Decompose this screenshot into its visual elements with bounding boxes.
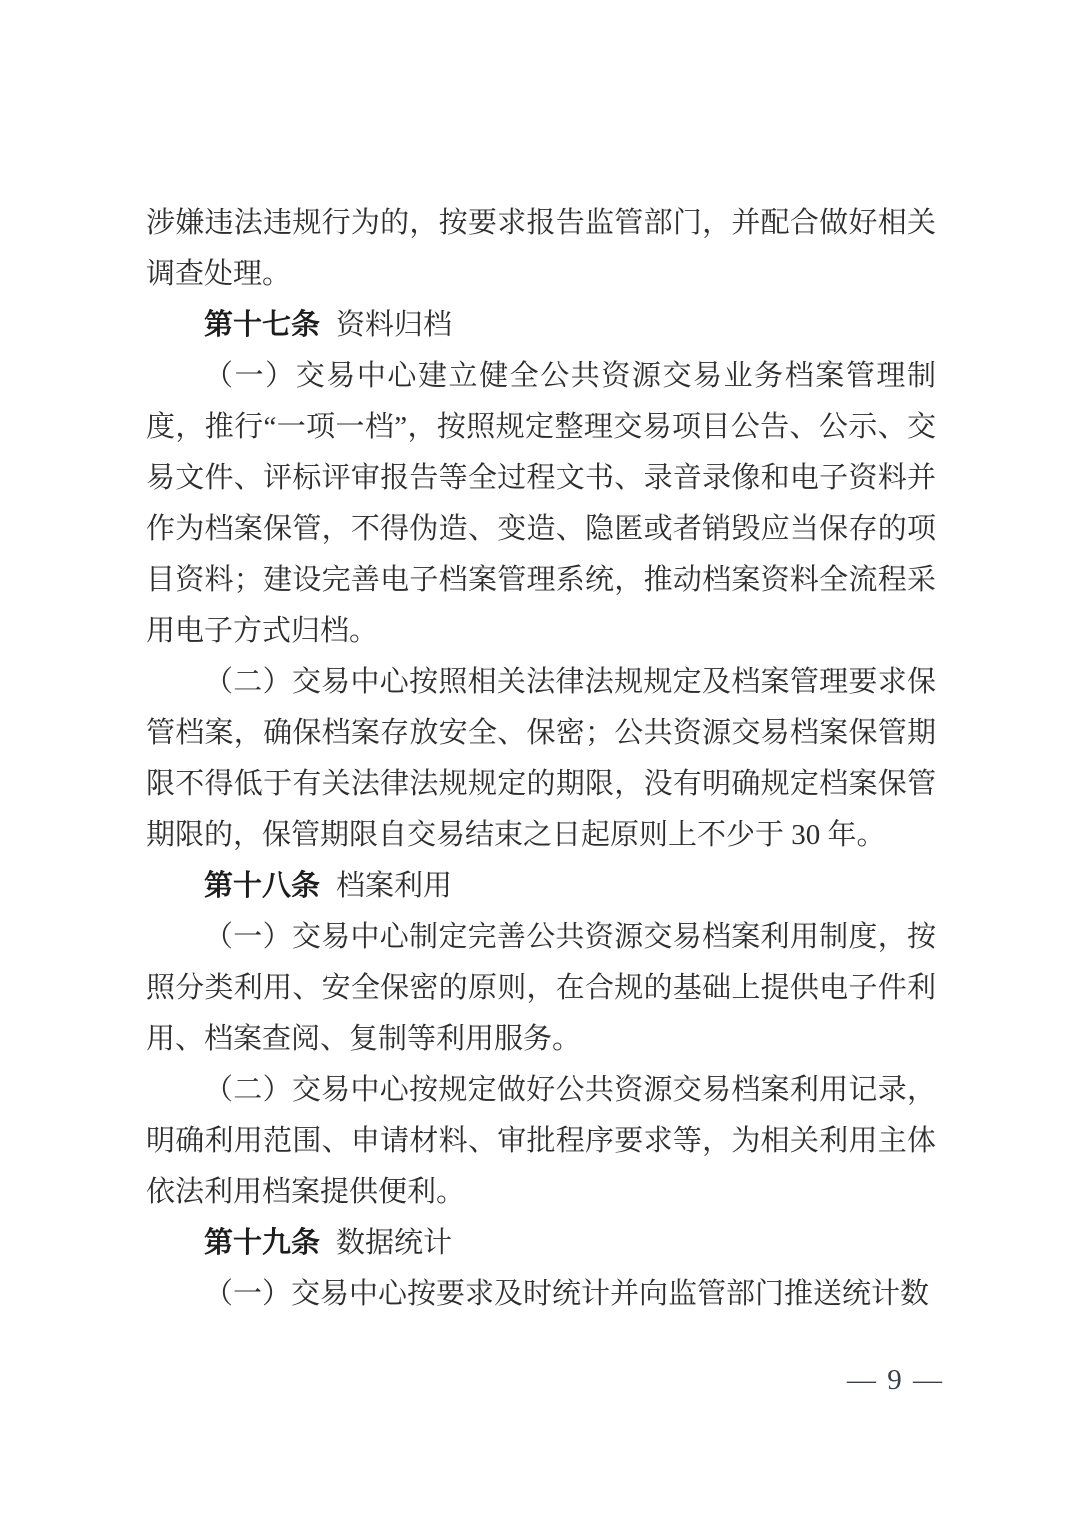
article-18-title: 档案利用 — [335, 870, 452, 902]
page-number: — 9 — — [847, 1364, 944, 1396]
article-18-item-1: （一）交易中心制定完善公共资源交易档案利用制度，按照分类利用、安全保密的原则，在合规的基础上提供电子件利用、档案查阅、复制等利用服务。 — [146, 921, 936, 1055]
article-19-number: 第十九条 — [204, 1227, 321, 1259]
article-17-item-2: （二）交易中心按照相关法律法规规定及档案管理要求保管档案，确保档案存放安全、保密；公共资源交易档案保管期限不得低于有关法律法规规定的期限，没有明确规定档案保管期限的，保管期限自交易结束之日起原则上不少于 30 年。 — [146, 666, 936, 851]
article-19-item-1-truncated: （一）交易中心按要求及时统计并向监管部门推送统计数 — [204, 1278, 930, 1310]
article-18-heading — [146, 861, 936, 912]
article-19-title: 数据统计 — [335, 1227, 452, 1259]
document-body — [146, 198, 936, 1320]
article-19-heading — [146, 1218, 936, 1269]
article-18-item-2: （二）交易中心按规定做好公共资源交易档案利用记录，明确利用范围、申请材料、审批程序要求等，为相关利用主体依法利用档案提供便利。 — [146, 1074, 936, 1208]
article-17-heading — [146, 300, 936, 351]
article-18-number: 第十八条 — [204, 870, 321, 902]
article-17-item-1: （一）交易中心建立健全公共资源交易业务档案管理制度，推行“一项一档”，按照规定整理交易项目公告、公示、交易文件、评标评审报告等全过程文书、录音录像和电子资料并作为档案保管，不得伪造、变造、隐匿或者销毁应当保存的项目资料；建设完善电子档案管理系统，推动档案资料全流程采用电子方式归档。 — [146, 360, 936, 647]
paragraph-continuation: 涉嫌违法违规行为的，按要求报告监管部门，并配合做好相关调查处理。 — [146, 207, 936, 290]
article-17-number: 第十七条 — [204, 309, 321, 341]
article-17-title: 资料归档 — [335, 309, 452, 341]
